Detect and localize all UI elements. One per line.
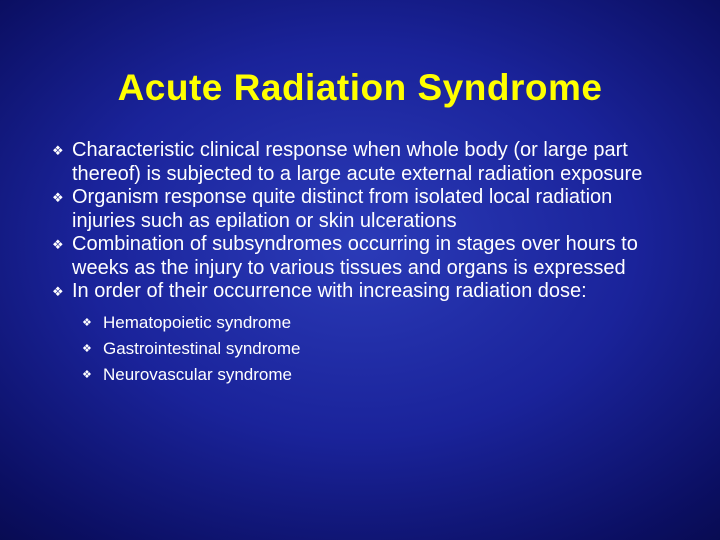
slide-title: Acute Radiation Syndrome bbox=[117, 67, 603, 108]
bullet-item bbox=[52, 139, 672, 186]
bullet-text: Organism response quite distinct from isolated local radiation injuries such as epilation or skin ulcerations bbox=[72, 186, 613, 232]
diamond-bullet-icon: ❖ bbox=[52, 284, 64, 299]
sub-bullet-item bbox=[72, 310, 672, 336]
diamond-bullet-icon: ❖ bbox=[82, 368, 92, 381]
sub-bullet-item bbox=[72, 336, 672, 362]
bullet-item bbox=[52, 186, 672, 233]
diamond-bullet-icon: ❖ bbox=[52, 237, 64, 252]
bullet-item bbox=[52, 233, 672, 280]
diamond-bullet-icon: ❖ bbox=[52, 143, 64, 158]
sub-bullet-text: Neurovascular syndrome bbox=[103, 364, 292, 384]
bullet-list bbox=[52, 139, 672, 388]
bullet-text: In order of their occurrence with increasing radiation dose: bbox=[72, 280, 587, 302]
diamond-bullet-icon: ❖ bbox=[82, 316, 92, 329]
bullet-item bbox=[52, 280, 672, 388]
diamond-bullet-icon: ❖ bbox=[52, 190, 64, 205]
sub-bullet-text: Gastrointestinal syndrome bbox=[103, 338, 301, 358]
sub-bullet-text: Hematopoietic syndrome bbox=[103, 312, 292, 332]
bullet-text: Characteristic clinical response when whole body (or large part thereof) is subjected to a large acute external radiation exposure bbox=[72, 139, 643, 185]
sub-bullet-item bbox=[72, 362, 672, 388]
sub-bullet-list bbox=[72, 310, 672, 388]
bullet-text: Combination of subsyndromes occurring in stages over hours to weeks as the injury to various tissues and organs is expressed bbox=[72, 233, 638, 279]
diamond-bullet-icon: ❖ bbox=[82, 342, 92, 355]
